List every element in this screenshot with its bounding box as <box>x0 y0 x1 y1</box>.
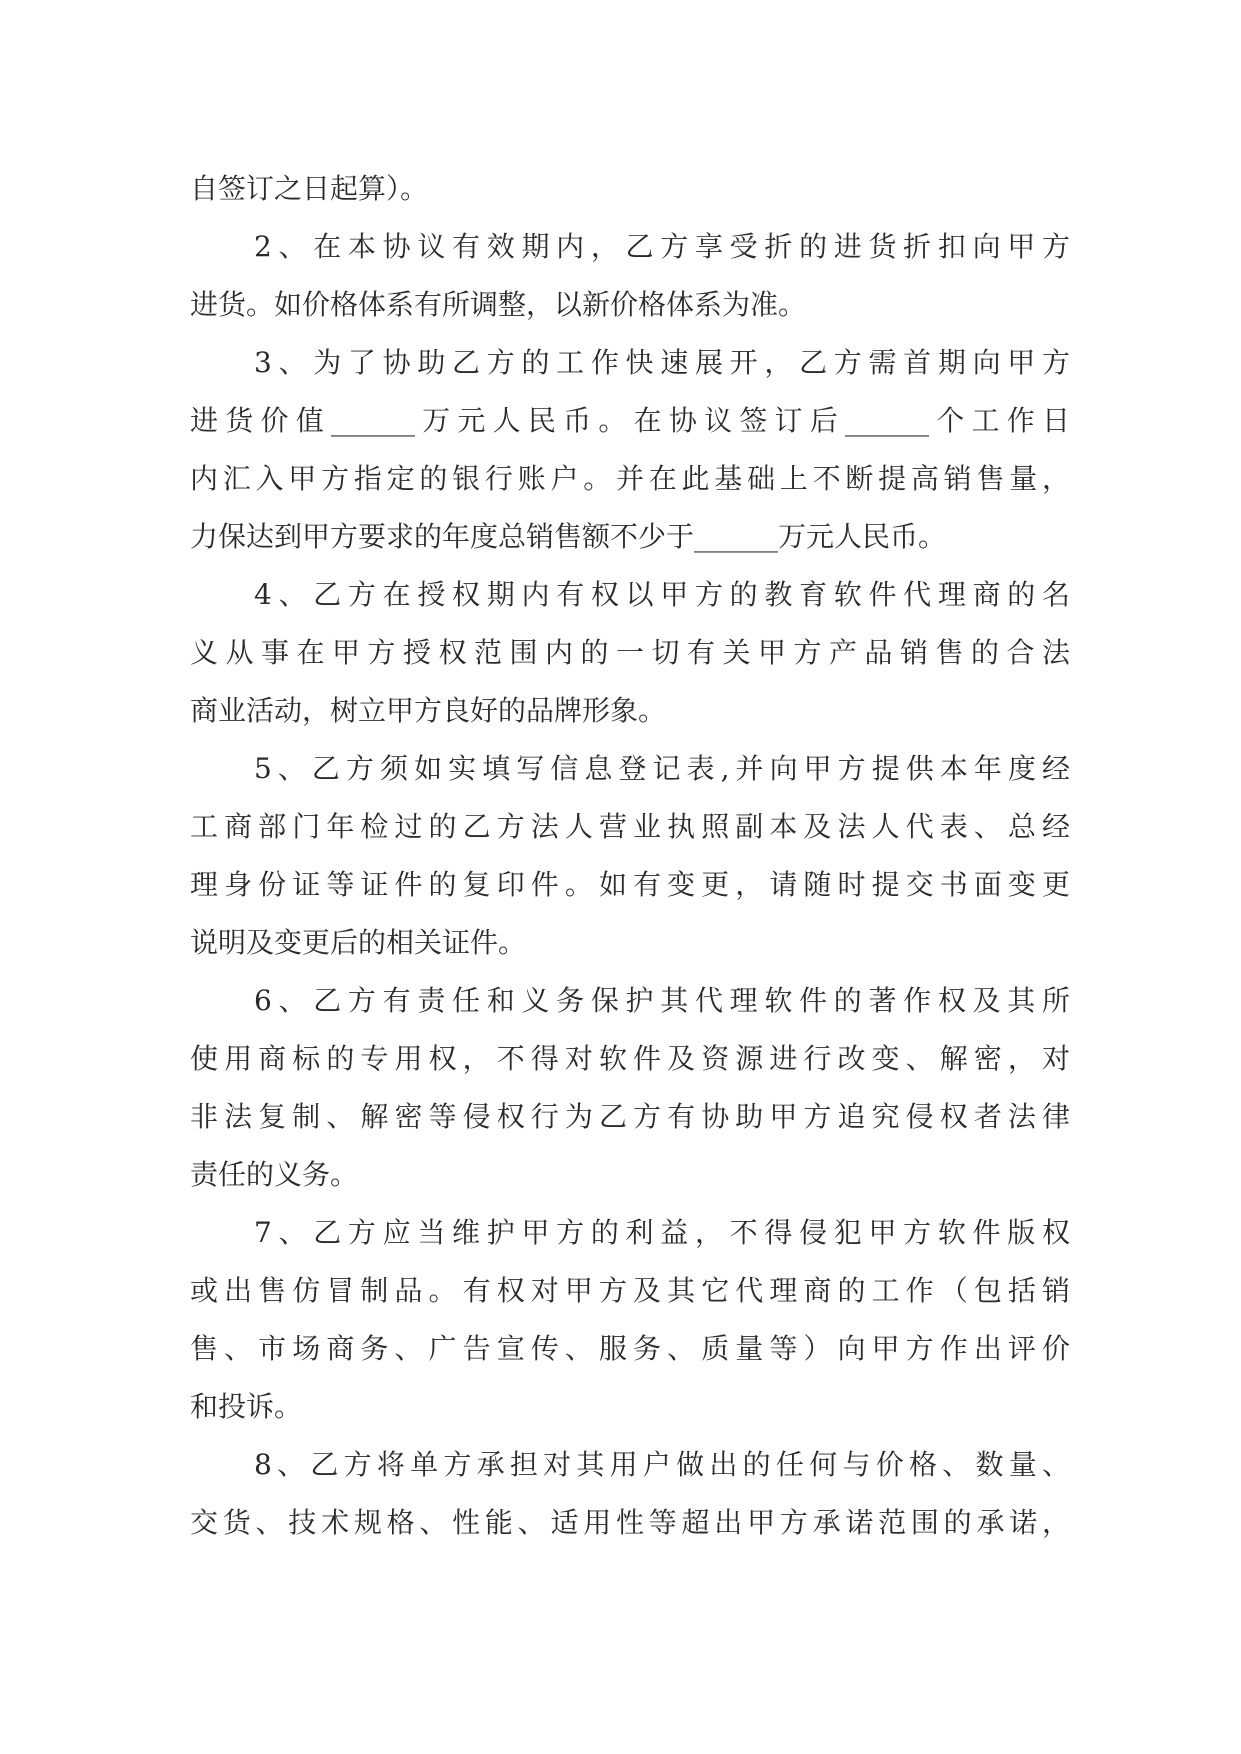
text-line: 5、乙方须如实填写信息登记表,并向甲方提供本年度经 <box>254 752 1070 785</box>
text-line: 商业活动，树立甲方良好的品牌形象。 <box>190 694 667 727</box>
text-line: 6、乙方有责任和义务保护其代理软件的著作权及其所 <box>254 984 1070 1017</box>
text-line: 或出售仿冒制品。有权对甲方及其它代理商的工作（包括销 <box>190 1274 1070 1307</box>
text-line: 责任的义务。 <box>190 1158 359 1191</box>
text-line: 交货、技术规格、性能、适用性等超出甲方承诺范围的承诺， <box>190 1506 1070 1539</box>
text-line: 4、乙方在授权期内有权以甲方的教育软件代理商的名 <box>254 578 1070 611</box>
text-line: 3、为了协助乙方的工作快速展开，乙方需首期向甲方 <box>254 346 1070 379</box>
text-line: 工商部门年检过的乙方法人营业执照副本及法人代表、总经 <box>190 810 1070 843</box>
text-line: 和投诉。 <box>190 1390 303 1423</box>
text-line: 自签订之日起算）。 <box>190 172 429 205</box>
text-line: 7、乙方应当维护甲方的利益，不得侵犯甲方软件版权 <box>254 1216 1070 1249</box>
text-line: 进货价值______万元人民币。在协议签订后______个工作日 <box>190 404 1070 437</box>
text-line: 8、乙方将单方承担对其用户做出的任何与价格、数量、 <box>254 1448 1070 1481</box>
text-line: 使用商标的专用权，不得对软件及资源进行改变、解密，对 <box>190 1042 1070 1075</box>
document-body <box>190 160 1070 1552</box>
text-line: 2、在本协议有效期内，乙方享受折的进货折扣向甲方 <box>254 230 1070 263</box>
text-line: 说明及变更后的相关证件。 <box>190 926 527 959</box>
text-line: 内汇入甲方指定的银行账户。并在此基础上不断提高销售量， <box>190 462 1070 495</box>
text-line: 力保达到甲方要求的年度总销售额不少于______万元人民币。 <box>190 520 947 553</box>
text-line: 进货。如价格体系有所调整，以新价格体系为准。 <box>190 288 807 321</box>
text-line: 售、市场商务、广告宣传、服务、质量等）向甲方作出评价 <box>190 1332 1070 1365</box>
text-line: 理身份证等证件的复印件。如有变更，请随时提交书面变更 <box>190 868 1070 901</box>
text-line: 义从事在甲方授权范围内的一切有关甲方产品销售的合法 <box>190 636 1070 669</box>
text-line: 非法复制、解密等侵权行为乙方有协助甲方追究侵权者法律 <box>190 1100 1070 1133</box>
